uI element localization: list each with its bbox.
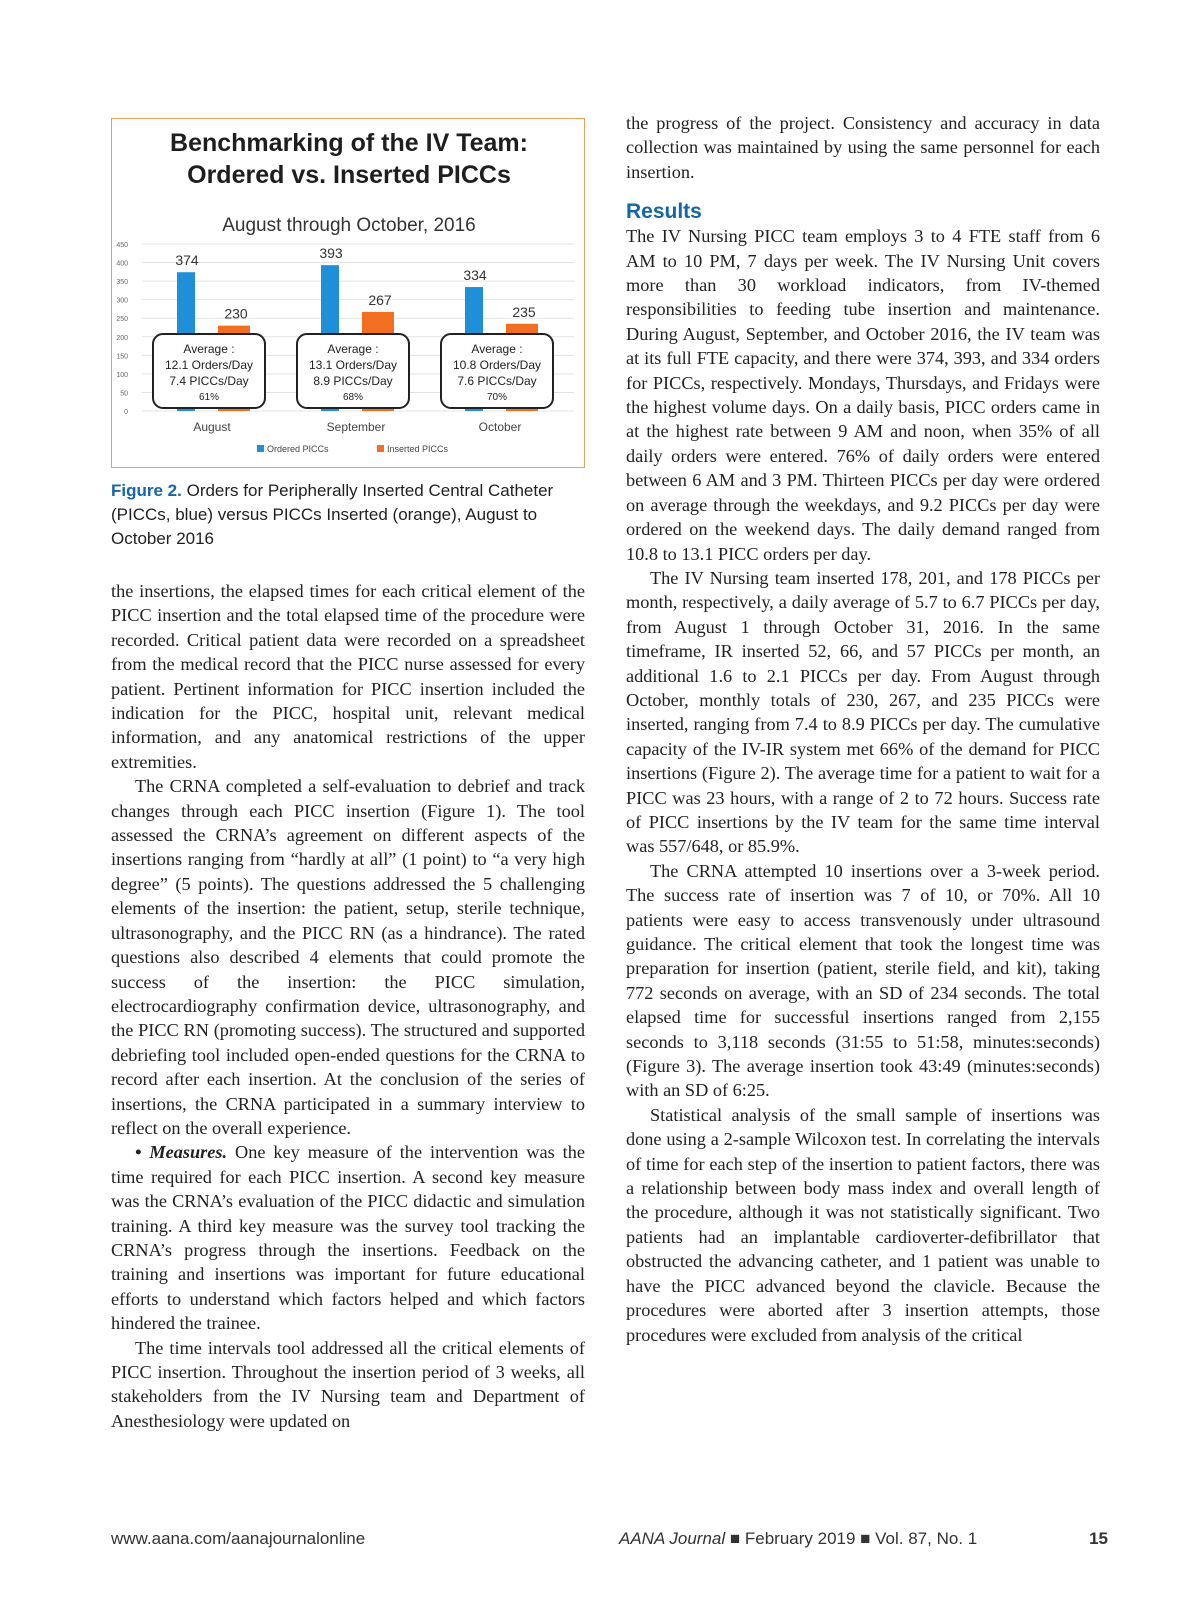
chart-title-line-2: Ordered vs. Inserted PICCs [187,161,511,189]
paragraph: The IV Nursing team inserted 178, 201, and 178 PICCs per month, respectively, a daily average of 5.7 to 6.7 PICCs per day, from August 1 through October 31, 2016. In the same timeframe, IR inserted 52, 66, and 57 PICCs per month, an additional 1.6 to 2.1 PICCs per day. From August through October, monthly totals of 230, 267, and 235 PICCs were inserted, ranging from 7.4 to 8.9 PICCs per day. The cumulative capacity of the IV-IR system met 66% of the demand for PICC insertions (Figure 2). The average time for a patient to wait for a PICC was 23 hours, with a range of 2 to 72 hours. Success rate of PICC insertions by the IV team for the same time interval was 557/648, or 85.9%. [626,567,1100,857]
footer-url: www.aana.com/aanajournalonline [111,1529,366,1548]
paragraph [111,1140,585,1335]
paragraph: The CRNA completed a self-evaluation to debrief and track changes through each PICC insertion (Figure 1). The tool assessed the CRNA’s agreement on different aspects of the insertions ranging from “hardly at all” (1 point) to “a very high degree” (5 points). The questions addressed the 5 challenging elements of the insertion: the patient, setup, sterile technique, ultrasonography, and the PICC RN (as a hindrance). The rated questions also described 4 elements that could promote the success of the insertion: the PICC simulation, electrocardiography confirmation device, ultrasonography, and the PICC RN (promoting success). The structured and supported debriefing tool included open-ended questions for the CRNA to record after each insertion. At the conclusion of the series of insertions, the CRNA participated in a summary interview to reflect on the overall experience. [111,776,585,1138]
figure-2-chart [111,118,585,468]
footer-journal [619,1529,977,1549]
data-label: 230 [224,305,248,322]
y-tick-label: 450 [116,242,128,249]
data-label: 235 [512,303,536,320]
callout-text: 12.1 Orders/Day [164,358,254,372]
callout-text: Average : [327,342,379,356]
bar-chart [112,119,583,466]
data-label: 334 [463,267,487,284]
x-tick-label: October [478,420,522,434]
journal-issue: ■ February 2019 ■ Vol. 87, No. 1 [725,1529,978,1548]
caption-label: Figure 2. [111,481,182,500]
legend-label: Ordered PICCs [267,444,329,454]
left-column [111,579,585,1433]
y-tick-label: 50 [120,390,128,398]
journal-name: AANA Journal [619,1529,726,1548]
measures-label: • Measures. [135,1142,228,1163]
callout-text: 10.8 Orders/Day [452,358,542,372]
figure-caption [111,479,585,551]
x-tick-label: August [193,420,231,434]
section-heading-results: Results [626,200,702,224]
callout-text: 13.1 Orders/Day [308,358,398,372]
measures-text: One key measure of the intervention was the time required for each PICC insertion. A second key measure was the CRNA’s evaluation of the PICC didactic and simulation training. A third key measure was the survey tool tracking the CRNA’s progress through the insertions. Feedback on the training and insertions was important for future educational efforts to understand which factors helped and which factors hindered the trainee. [111,1142,585,1334]
data-label: 393 [319,245,343,262]
page-number: 15 [1089,1529,1108,1548]
legend-label: Inserted PICCs [387,444,449,454]
callout-text: 70% [486,392,508,403]
legend-swatch [257,445,264,452]
callout-text: Average : [471,342,523,356]
y-tick-label: 0 [124,409,128,416]
data-label: 267 [368,291,392,308]
callout-text: 7.6 PICCs/Day [457,374,537,388]
paragraph: The CRNA attempted 10 insertions over a 3-week period. The success rate of insertion was 7 of 10, or 70%. All 10 patients were easy to access transvenously under ultrasound guidance. The critical element that took the longest time was preparation for insertion (patient, sterile field, and kit), taking 772 seconds on average, with an SD of 234 seconds. The total elapsed time for successful insertions ranged from 2,155 seconds to 3,118 seconds (31:55 to 51:58, minutes:seconds) (Figure 3). The average insertion took 43:49 (minutes:seconds) with an SD of 6:25. [626,860,1100,1101]
callout-text: 68% [342,392,364,403]
paragraph: The time intervals tool addressed all the critical elements of PICC insertion. Throughout the insertion period of 3 weeks, all stakeholders from the IV Nursing team and Department of Anesthesiology were updated on [111,1337,585,1431]
callout-text: 8.9 PICCs/Day [313,374,393,388]
callout-text: Average : [183,342,235,356]
paragraph: the insertions, the elapsed times for each critical element of the PICC insertion and the total elapsed time of the procedure were recorded. Critical patient data were recorded on a spreadsheet from the medical record that the PICC nurse assessed for every patient. Pertinent information for PICC insertion included the indication for the PICC, hospital unit, relevant medical information, and any anatomical restrictions of the upper extremities. [111,581,585,772]
y-tick-label: 200 [116,334,128,342]
chart-subtitle: August through October, 2016 [222,215,476,236]
y-tick-label: 350 [116,279,128,287]
y-tick-label: 100 [116,371,128,379]
chart-title-line-1: Benchmarking of the IV Team: [170,129,528,157]
y-tick-label: 150 [116,353,128,361]
callout-text: 61% [198,392,220,403]
paragraph: Statistical analysis of the small sample of insertions was done using a 2-sample Wilcoxon test. In correlating the intervals of time for each step of the insertion to patient factors, there was a relationship between body mass index and overall length of the procedure, although it was not statistically significant. Two patients had an implantable cardioverter-defibrillator that obstructed the advancing catheter, and 1 patient was unable to have the PICC advanced beyond the clavicle. Because the procedures were aborted after 3 insertion attempts, those procedures were excluded from analysis of the critical [626,1104,1100,1345]
y-tick-label: 250 [116,316,128,324]
data-label: 374 [175,252,199,269]
paragraph: The IV Nursing PICC team employs 3 to 4 FTE staff from 6 AM to 10 PM, 7 days per week. The IV Nursing Unit covers more than 30 workload indicators, from IV-themed responsibilities to feeding tube insertion and maintenance. During August, September, and October 2016, the IV team was at its full FTE capacity, and there were 374, 393, and 334 orders for PICCs, respectively. Mondays, Thursdays, and Fridays were the highest volume days. On a daily basis, PICC orders came in at the highest rate between 9 AM and noon, when 35% of all daily orders were entered. 76% of daily orders were entered between 6 AM and 3 PM. Thirteen PICCs per day were ordered on average through the weekdays, and 9.2 PICCs per day were ordered on the weekend days. The daily demand ranged from 10.8 to 13.1 PICC orders per day. [626,226,1100,564]
y-tick-label: 300 [116,297,128,305]
x-tick-label: September [326,420,386,434]
paragraph: the progress of the project. Consistency and accuracy in data collection was maintained by using the same personnel for each insertion. [626,113,1100,182]
legend-swatch [377,445,384,452]
y-tick-label: 400 [116,260,128,268]
callout-text: 7.4 PICCs/Day [169,374,249,388]
caption-text: Orders for Peripherally Inserted Central Catheter (PICCs, blue) versus PICCs Inserted (orange), August to October 2016 [111,481,554,548]
right-column [626,111,1100,1347]
